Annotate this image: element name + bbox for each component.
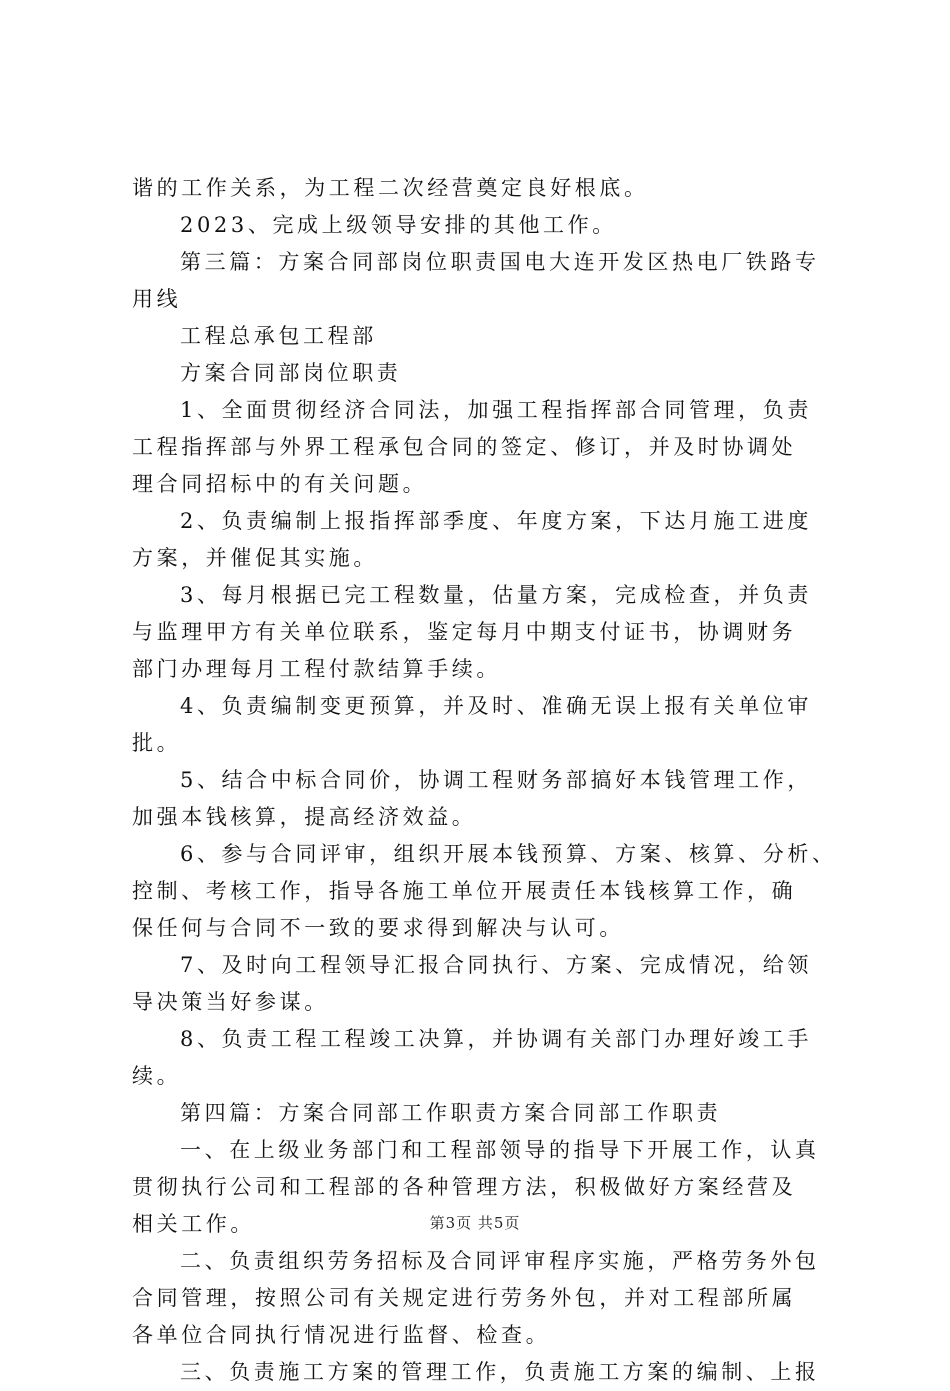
text-line: 与监理甲方有关单位联系，鉴定每月中期支付证书，协调财务 (132, 620, 797, 644)
text-line: 方案，并催促其实施。 (132, 546, 378, 570)
text-line: 谐的工作关系，为工程二次经营奠定良好根底。 (132, 176, 649, 200)
text-line: 理合同招标中的有关问题。 (132, 472, 428, 496)
text-line: 3、每月根据已完工程数量，估量方案，完成检查，并负责 (180, 583, 812, 607)
text-line: 2、负责编制上报指挥部季度、年度方案，下达月施工进度 (180, 509, 812, 533)
text-line: 三、负责施工方案的管理工作，负责施工方案的编制、上报 (180, 1360, 820, 1384)
text-line: 合同管理，按照公司有关规定进行劳务外包，并对工程部所属 (132, 1286, 797, 1310)
text-line: 工程总承包工程部 (180, 324, 377, 348)
document-body (132, 170, 837, 1391)
text-line: 保任何与合同不一致的要求得到解决与认可。 (132, 916, 624, 940)
text-line: 7、及时向工程领导汇报合同执行、方案、完成情况，给领 (180, 953, 812, 977)
text-line: 第三篇：方案合同部岗位职责国电大连开发区热电厂铁路专 (180, 250, 820, 274)
text-line: 各单位合同执行情况进行监督、检查。 (132, 1323, 551, 1347)
text-line: 5、结合中标合同价，协调工程财务部搞好本钱管理工作， (180, 768, 812, 792)
text-line: 工程指挥部与外界工程承包合同的签定、修订，并及时协调处 (132, 435, 797, 459)
text-line: 加强本钱核算，提高经济效益。 (132, 805, 477, 829)
text-line: 用线 (132, 287, 182, 311)
text-line: 导决策当好参谋。 (132, 990, 329, 1014)
page-footer: 第3页 共5页 (429, 1214, 521, 1232)
text-line: 8、负责工程工程竣工决算，并协调有关部门办理好竣工手 (180, 1027, 812, 1051)
text-line: 第四篇：方案合同部工作职责方案合同部工作职责 (180, 1101, 722, 1125)
text-line: 6、参与合同评审，组织开展本钱预算、方案、核算、分析、 (180, 842, 837, 866)
text-line: 相关工作。 (132, 1212, 255, 1236)
text-line: 批。 (132, 731, 182, 755)
text-line: 1、全面贯彻经济合同法，加强工程指挥部合同管理，负责 (180, 398, 812, 422)
text-line: 贯彻执行公司和工程部的各种管理方法，积极做好方案经营及 (132, 1175, 797, 1199)
text-line: 二、负责组织劳务招标及合同评审程序实施，严格劳务外包 (180, 1249, 820, 1273)
text-line: 部门办理每月工程付款结算手续。 (132, 657, 501, 681)
text-line: 续。 (132, 1064, 182, 1088)
text-line: 4、负责编制变更预算，并及时、准确无误上报有关单位审 (180, 694, 812, 718)
text-line: 2023、完成上级领导安排的其他工作。 (180, 213, 617, 237)
text-line: 一、在上级业务部门和工程部领导的指导下开展工作，认真 (180, 1138, 820, 1162)
text-line: 控制、考核工作，指导各施工单位开展责任本钱核算工作，确 (132, 879, 797, 903)
text-line: 方案合同部岗位职责 (180, 361, 402, 385)
